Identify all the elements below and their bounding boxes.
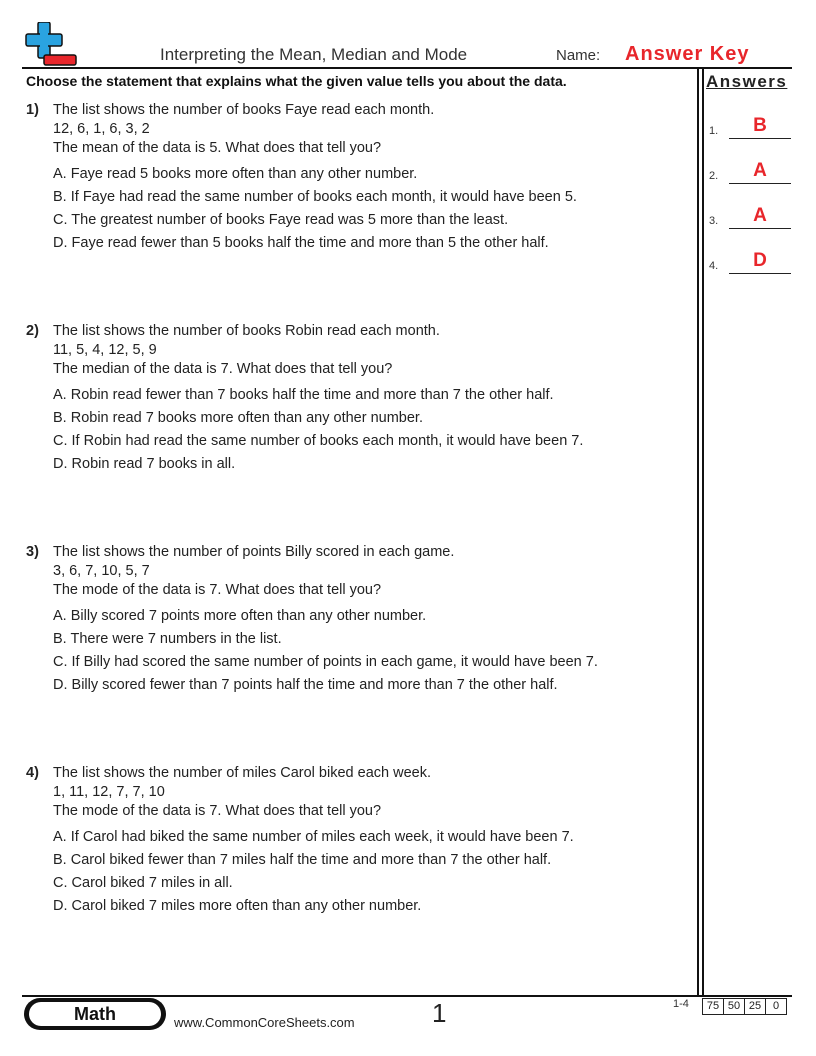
answer-number: 3. (709, 215, 719, 227)
answer-row (709, 115, 793, 139)
score-cell: 75 (706, 1000, 720, 1012)
question-prompt: The mode of the data is 7. What does that tell you? (53, 582, 382, 598)
question-range: 1-4 (673, 998, 689, 1010)
header-divider (22, 67, 792, 69)
score-cell: 25 (744, 999, 765, 1014)
option-c: C. The greatest number of books Faye read was 5 more than the least. (53, 212, 509, 228)
option-a: A. Billy scored 7 points more often than any other number. (53, 608, 427, 624)
score-cell: 50 (723, 999, 744, 1014)
subject-badge (24, 998, 166, 1030)
answer-value: A (753, 205, 767, 226)
option-c: C. If Robin had read the same number of books each month, it would have been 7. (53, 433, 584, 449)
answer-row (709, 205, 793, 229)
name-label: Name: (556, 47, 601, 64)
question-text: The list shows the number of books Faye read each month. (53, 102, 435, 118)
option-c: C. Carol biked 7 miles in all. (53, 875, 233, 891)
question-number: 4) (26, 765, 39, 781)
answer-number: 1. (709, 125, 719, 137)
option-d: D. Faye read fewer than 5 books half the time and more than 5 the other half. (53, 235, 549, 251)
answer-line (729, 183, 791, 184)
option-a: A. Faye read 5 books more often than any other number. (53, 166, 418, 182)
option-b: B. There were 7 numbers in the list. (53, 631, 282, 647)
answer-key-label: Answer Key (625, 43, 750, 65)
answer-number: 2. (709, 170, 719, 182)
option-c: C. If Billy had scored the same number of points in each game, it would have been 7. (53, 654, 598, 670)
answer-number: 4. (709, 260, 719, 272)
answer-line (729, 273, 791, 274)
answer-line (729, 228, 791, 229)
page-number: 1 (432, 998, 447, 1028)
answer-row (709, 250, 793, 274)
footer-divider (22, 995, 792, 997)
answer-row (709, 160, 793, 184)
page-title: Interpreting the Mean, Median and Mode (160, 45, 468, 64)
answer-value: B (753, 115, 767, 136)
option-a: A. If Carol had biked the same number of miles each week, it would have been 7. (53, 829, 574, 845)
answer-column-rule (697, 69, 699, 995)
plus-minus-logo-icon (24, 22, 78, 66)
question-prompt: The mode of the data is 7. What does that tell you? (53, 803, 382, 819)
data-list: 3, 6, 7, 10, 5, 7 (53, 563, 150, 579)
data-list: 12, 6, 1, 6, 3, 2 (53, 121, 150, 137)
question-text: The list shows the number of miles Carol biked each week. (53, 765, 431, 781)
option-b: B. Robin read 7 books more often than any other number. (53, 410, 423, 426)
question-prompt: The median of the data is 7. What does that tell you? (53, 361, 393, 377)
answers-title: Answers (706, 72, 788, 91)
subject-label: Math (29, 1002, 161, 1026)
question-text: The list shows the number of books Robin read each month. (53, 323, 440, 339)
option-d: D. Robin read 7 books in all. (53, 456, 236, 472)
question-number: 1) (26, 102, 39, 118)
score-cell: 0 (765, 999, 786, 1014)
option-d: D. Carol biked 7 miles more often than any other number. (53, 898, 422, 914)
instructions: Choose the statement that explains what the given value tells you about the data. (26, 73, 567, 89)
answer-value: D (753, 250, 767, 271)
option-d: D. Billy scored fewer than 7 points half the time and more than 7 the other half. (53, 677, 558, 693)
option-a: A. Robin read fewer than 7 books half the time and more than 7 the other half. (53, 387, 554, 403)
question-text: The list shows the number of points Billy scored in each game. (53, 544, 455, 560)
option-b: B. If Faye had read the same number of books each month, it would have been 5. (53, 189, 577, 205)
option-b: B. Carol biked fewer than 7 miles half the time and more than 7 the other half. (53, 852, 552, 868)
answer-value: A (753, 160, 767, 181)
answer-column-rule (702, 69, 704, 995)
score-table (702, 998, 787, 1015)
data-list: 1, 11, 12, 7, 7, 10 (53, 784, 165, 800)
question-prompt: The mean of the data is 5. What does that tell you? (53, 140, 382, 156)
question-number: 3) (26, 544, 39, 560)
answer-line (729, 138, 791, 139)
question-number: 2) (26, 323, 39, 339)
website-url: www.CommonCoreSheets.com (174, 1015, 355, 1030)
data-list: 11, 5, 4, 12, 5, 9 (53, 342, 157, 358)
